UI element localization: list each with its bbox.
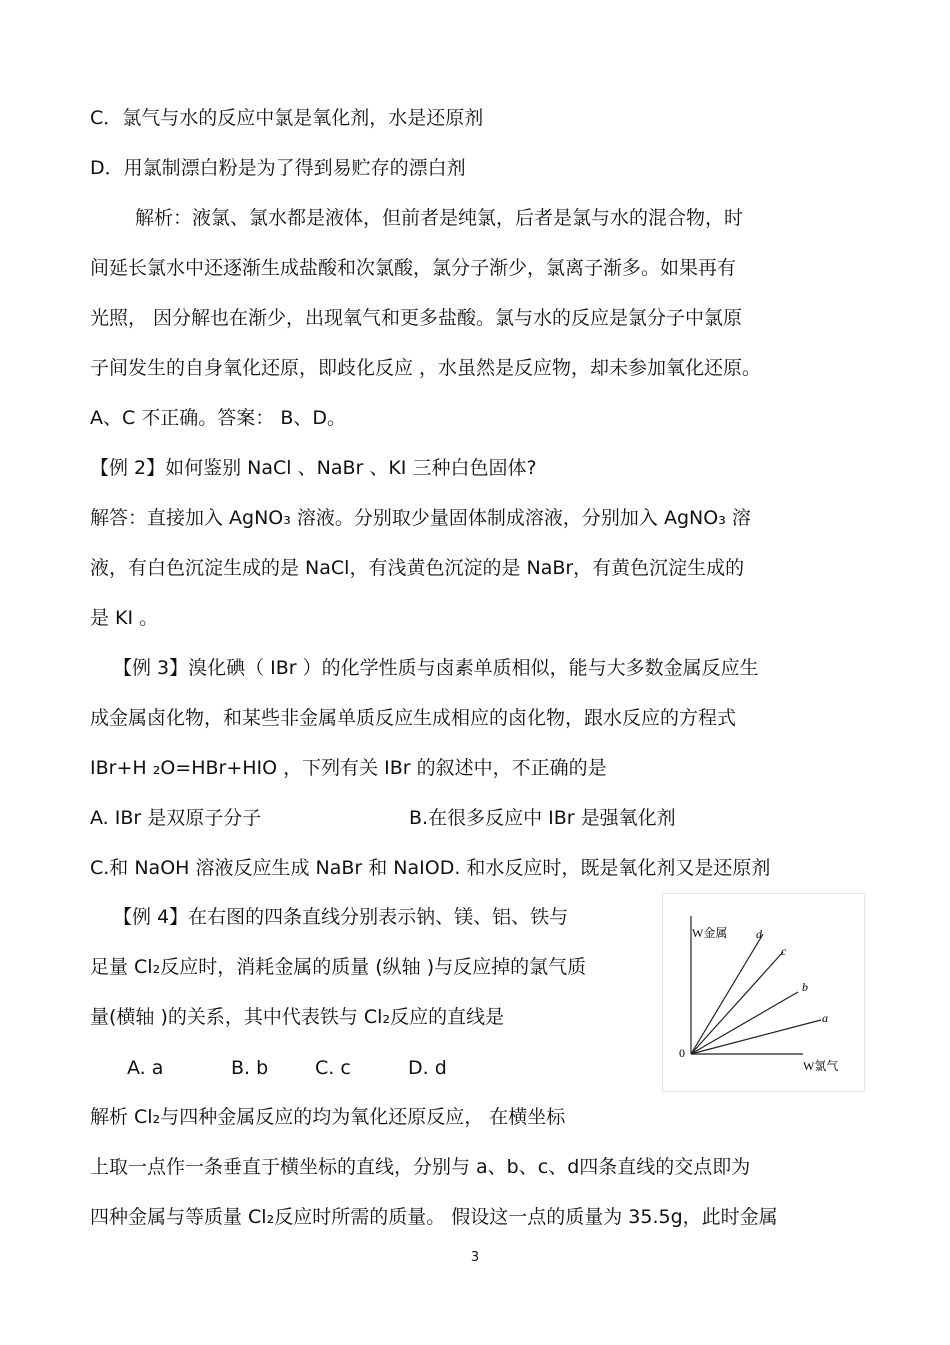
line-c (691, 952, 783, 1054)
example-4-option-c: C. c (315, 1057, 351, 1079)
line-label-a: a (822, 1011, 828, 1025)
line-b (691, 992, 798, 1054)
option-c: C．氯气与水的反应中氯是氧化剂，水是还原剂 (90, 107, 484, 129)
example-2-answer-2: 液，有白色沉淀生成的是 NaCl，有浅黄色沉淀的是 NaBr，有黄色沉淀生成的 (90, 557, 745, 579)
analysis-line-4: 子间发生的自身氧化还原，即歧化反应 ，水虽然是反应物，却未参加氧化还原。 (90, 357, 762, 379)
example-4-analysis-3: 四种金属与等质量 Cl₂反应时所需的质量。 假设这一点的质量为 35.5g，此时金属 (90, 1206, 778, 1228)
example-3-line-2: 成金属卤化物，和某些非金属单质反应生成相应的卤化物，跟水反应的方程式 (90, 707, 737, 729)
example-4-option-a: A. a (127, 1057, 164, 1079)
option-d: D．用氯制漂白粉是为了得到易贮存的漂白剂 (90, 157, 466, 179)
example-3-option-b: B.在很多反应中 IBr 是强氧化剂 (409, 807, 676, 829)
line-label-d: d (756, 927, 762, 941)
page-number: 3 (470, 1250, 480, 1265)
figure-graph (663, 894, 864, 1091)
y-axis-label: W金属 (692, 926, 728, 940)
analysis-line-1: 解析：液氯、氯水都是液体，但前者是纯氯，后者是氯与水的混合物，时 (135, 207, 744, 229)
example-4-analysis-1: 解析 Cl₂与四种金属反应的均为氧化还原反应， 在横坐标 (90, 1106, 566, 1128)
example-4-analysis-2: 上取一点作一条垂直于横坐标的直线，分别与 a、b、c、d四条直线的交点即为 (90, 1156, 751, 1178)
metal-chlorine-figure (662, 893, 865, 1092)
analysis-line-3: 光照， 因分解也在渐少，出现氧气和更多盐酸。氯与水的反应是氯分子中氯原 (90, 307, 743, 329)
example-4-line-3: 量(横轴 )的关系，其中代表铁与 Cl₂反应的直线是 (90, 1006, 505, 1028)
example-3-line-1: 【例 3】溴化碘（ IBr ）的化学性质与卤素单质相似，能与大多数金属反应生 (113, 657, 759, 679)
example-4-option-b: B. b (231, 1057, 269, 1079)
example-3-option-a: A. IBr 是双原子分子 (90, 807, 262, 829)
line-a (691, 1020, 821, 1054)
example-2-question: 【例 2】如何鉴别 NaCl 、NaBr 、KI 三种白色固体? (90, 457, 537, 479)
example-4-line-2: 足量 Cl₂反应时，消耗金属的质量 (纵轴 )与反应掉的氯气质 (90, 956, 587, 978)
example-3-option-cd: C.和 NaOH 溶液反应生成 NaBr 和 NaIOD. 和水反应时，既是氧化剂又是还原剂 (90, 857, 771, 879)
example-2-answer-1: 解答：直接加入 AgNO₃ 溶液。分别取少量固体制成溶液，分别加入 AgNO₃ 溶 (90, 507, 751, 529)
analysis-line-2: 间延长氯水中还逐渐生成盐酸和次氯酸，氯分子渐少，氯离子渐多。如果再有 (90, 257, 737, 279)
x-axis-label: W氯气 (803, 1059, 839, 1073)
example-3-line-3: IBr+H ₂O=HBr+HIO ，下列有关 IBr 的叙述中，不正确的是 (90, 757, 607, 779)
line-label-c: c (781, 944, 787, 958)
example-4-option-d: D. d (408, 1057, 447, 1079)
line-label-b: b (802, 980, 808, 994)
line-d (691, 934, 763, 1054)
origin-label: 0 (679, 1046, 685, 1060)
answer-line: A、C 不正确。答案： B、D。 (90, 407, 347, 429)
example-4-line-1: 【例 4】在右图的四条直线分别表示钠、镁、铝、铁与 (113, 906, 569, 928)
example-2-answer-3: 是 KI 。 (90, 607, 159, 629)
